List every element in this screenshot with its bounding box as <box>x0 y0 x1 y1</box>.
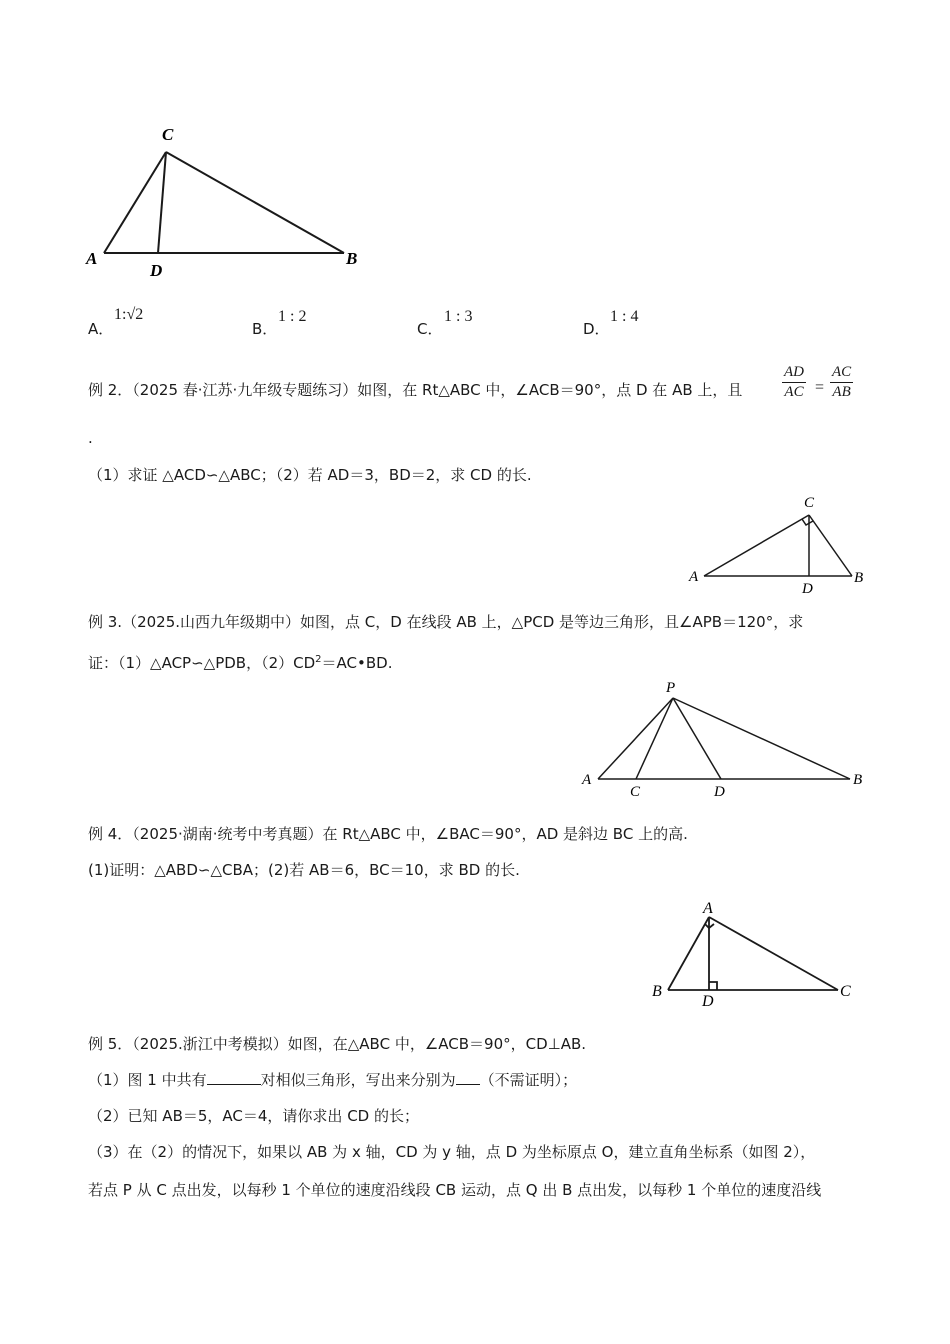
fig1-side-ac <box>104 152 166 253</box>
option-b-letter: B． <box>252 320 278 338</box>
fig2-label-a: A <box>689 569 699 585</box>
fig3-segment-pc <box>636 698 673 779</box>
fig3-segment-pb <box>673 698 850 779</box>
ex2-question: （1）求证 △ACD∽△ABC；（2）若 AD＝3，BD＝2，求 CD 的长. <box>88 466 532 484</box>
ex2-fraction-ad-ac <box>782 364 806 401</box>
ex2-intro: 例 2．（2025 春·江苏·九年级专题练习）如图，在 Rt△ABC 中，∠ACB＝90°，点 D 在 AB 上，且 <box>88 381 743 399</box>
ex5-q3-line1: （3）在（2）的情况下，如果以 AB 为 x 轴，CD 为 y 轴，点 D 为坐标原点 O，建立直角坐标系（如图 2）， <box>88 1143 816 1161</box>
ex5-q1-blank-pairs[interactable] <box>456 1070 480 1085</box>
ex2-frac2-num: AC <box>830 364 853 383</box>
ex2-period: . <box>88 429 93 447</box>
ex3-line2 <box>88 650 392 673</box>
ex3-line2-pre: 证：（1）△ACP∽△PDB，（2）CD <box>88 654 316 672</box>
option-a-value: 1:√2 <box>114 306 144 323</box>
fig2-side-ac <box>704 515 809 576</box>
fig3-segment-pd <box>673 698 721 779</box>
figure-triangle-2 <box>684 490 874 596</box>
fig1-label-b: B <box>346 249 358 268</box>
ex5-q1-blank-count[interactable] <box>207 1070 261 1085</box>
ex2-frac1-den: AC <box>784 384 804 400</box>
fig3-label-d: D <box>714 784 725 800</box>
ex5-q1-pre: （1）图 1 中共有 <box>88 1071 207 1089</box>
fig3-label-p: P <box>666 680 676 696</box>
ex5-line1: 例 5．（2025.浙江中考模拟）如图，在△ABC 中，∠ACB＝90°，CD⊥AB. <box>88 1035 587 1053</box>
fig2-right-angle-mark <box>802 519 813 525</box>
fig1-label-c: C <box>162 125 174 144</box>
ex5-q3-line2: 若点 P 从 C 点出发，以每秒 1 个单位的速度沿线段 CB 运动，点 Q 出 B 点出发，以每秒 1 个单位的速度沿线 <box>88 1181 822 1199</box>
ex4-line1: 例 4．（2025·湖南·统考中考真题）在 Rt△ABC 中，∠BAC＝90°，AD 是斜边 BC 上的高. <box>88 825 688 843</box>
fig4-label-c: C <box>840 983 851 1000</box>
fig4-side-ac <box>709 917 838 990</box>
fig3-label-c: C <box>630 784 641 800</box>
option-c-letter: C． <box>417 320 443 338</box>
ex2-frac2-den: AB <box>832 384 851 400</box>
ex5-q2: （2）已知 AB＝5，AC＝4，请你求出 CD 的长； <box>88 1107 419 1125</box>
fig4-label-b: B <box>652 983 662 1000</box>
option-c-value: 1 : 3 <box>444 308 473 325</box>
ex5-q1 <box>88 1070 577 1090</box>
fig2-label-d: D <box>802 581 813 596</box>
ex5-q1-post: （不需证明）； <box>479 1071 578 1089</box>
fig3-label-b: B <box>853 772 863 788</box>
fig4-right-angle-d <box>709 982 717 990</box>
fig2-label-c: C <box>804 495 815 511</box>
fig2-label-b: B <box>854 570 864 586</box>
option-a-letter: A． <box>88 320 114 338</box>
fig3-label-a: A <box>582 772 592 788</box>
ex2-fraction-ac-ab <box>830 364 853 401</box>
option-d-letter: D． <box>583 320 610 338</box>
ex3-line2-post: ＝AC•BD. <box>321 654 393 672</box>
option-b-value: 1 : 2 <box>278 308 307 325</box>
option-d-value: 1 : 4 <box>610 308 639 325</box>
ex2-frac1-num: AD <box>782 364 806 383</box>
figure-triangle-3 <box>578 678 868 803</box>
fig2-side-cb <box>809 515 852 576</box>
fig4-label-d: D <box>702 993 714 1010</box>
fig4-side-ab <box>668 917 709 990</box>
fig3-segment-ap <box>598 698 673 779</box>
fig1-segment-cd <box>158 152 166 253</box>
ex4-line2: (1)证明：△ABD∽△CBA；(2)若 AB＝6，BC＝10，求 BD 的长. <box>88 861 520 879</box>
fig1-label-a: A <box>86 249 98 268</box>
ex2-equals: = <box>815 379 825 396</box>
ex3-line2-sup: 2 <box>315 654 322 665</box>
ex5-q1-mid: 对相似三角形，写出来分别为 <box>260 1071 456 1089</box>
figure-triangle-1 <box>80 118 370 283</box>
fig1-side-cb <box>166 152 344 253</box>
figure-triangle-4 <box>648 893 858 1013</box>
fig4-label-a: A <box>703 900 713 917</box>
fig1-label-d: D <box>150 261 163 280</box>
ex3-line1: 例 3.（2025.山西九年级期中）如图，点 C，D 在线段 AB 上，△PCD 是等边三角形，且∠APB＝120°，求 <box>88 613 804 631</box>
